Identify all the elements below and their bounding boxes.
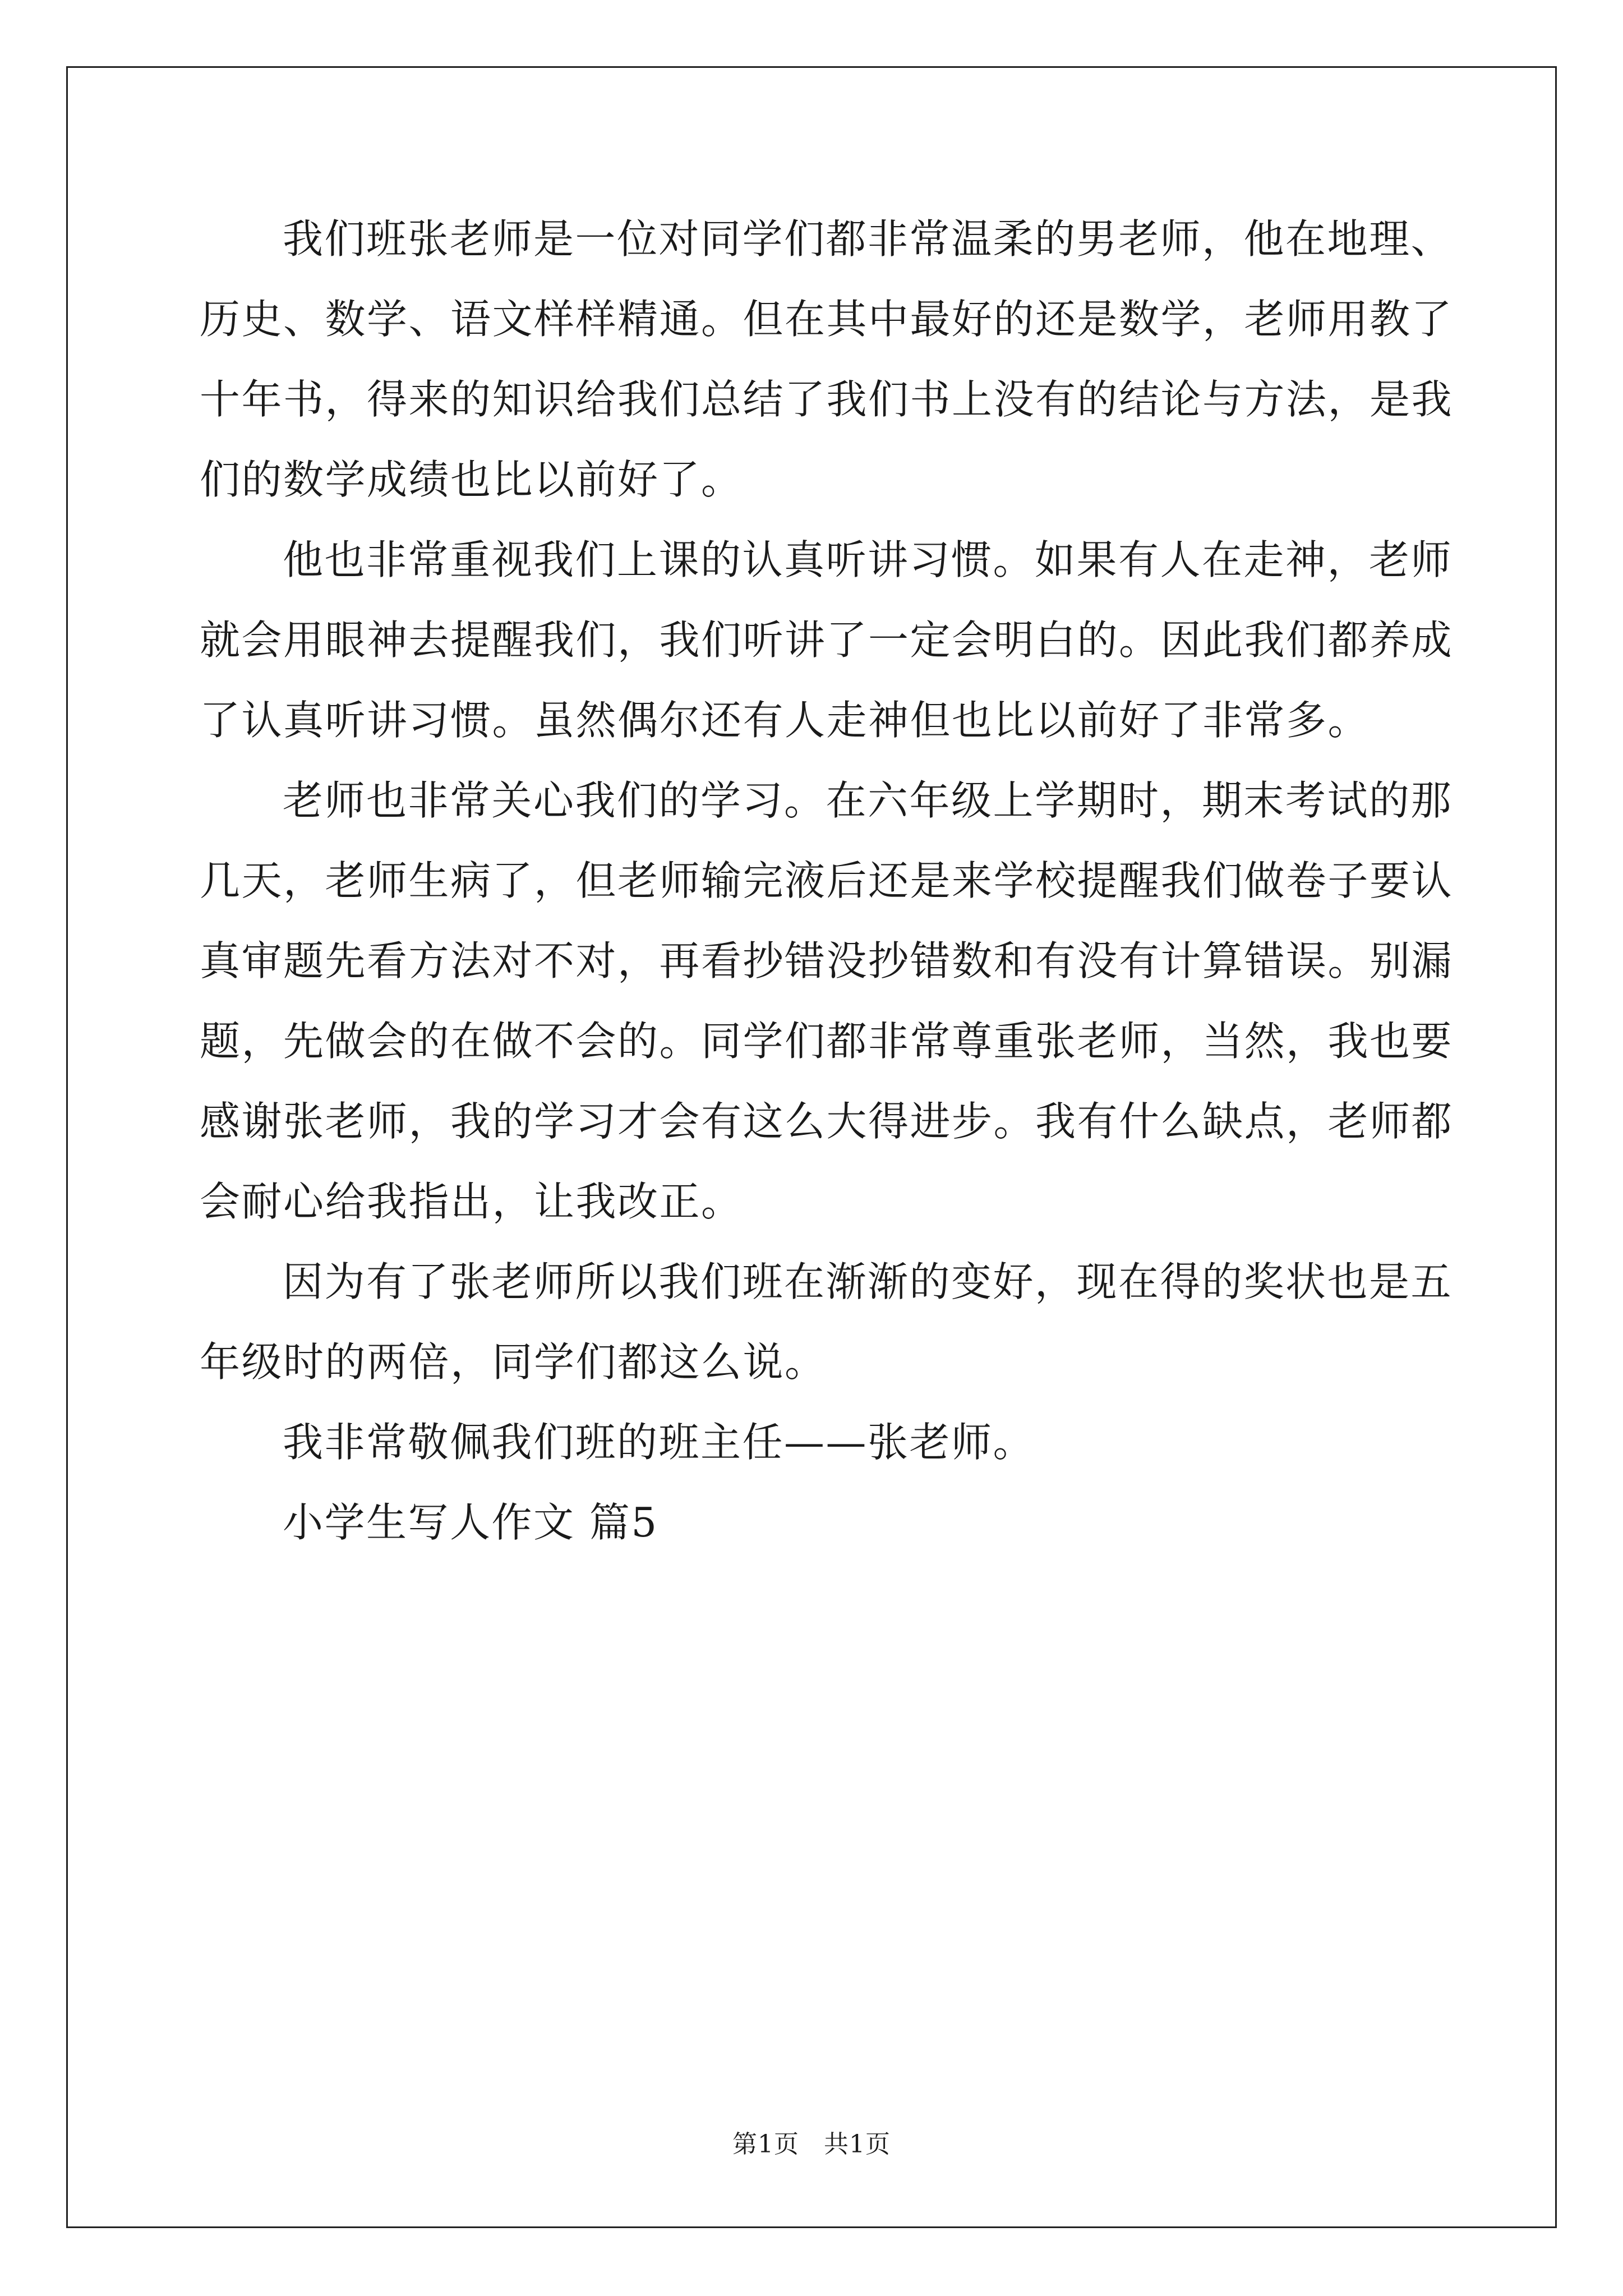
text-line: 们的数学成绩也比以前好了。	[200, 456, 743, 503]
text-line: 真审题先看方法对不对，再看抄错没抄错数和有没有计算错误。别漏	[200, 937, 1454, 984]
text-line: 十年书，得来的知识给我们总结了我们书上没有的结论与方法，是我	[200, 376, 1454, 423]
text-line: 几天，老师生病了，但老师输完液后还是来学校提醒我们做卷子要认	[200, 857, 1454, 904]
text-line: 就会用眼神去提醒我们，我们听讲了一定会明白的。因此我们都养成	[200, 616, 1454, 664]
section-heading: 小学生写人作文 篇5	[283, 1499, 658, 1546]
page-number: 第1页	[732, 2130, 799, 2159]
text-line: 了认真听讲习惯。虽然偶尔还有人走神但也比以前好了非常多。	[200, 697, 1370, 744]
text-line: 因为有了张老师所以我们班在渐渐的变好，现在得的奖状也是五	[283, 1258, 1453, 1305]
text-line: 我们班张老师是一位对同学们都非常温柔的男老师，他在地理、	[283, 215, 1453, 263]
text-line: 老师也非常关心我们的学习。在六年级上学期时，期末考试的那	[283, 777, 1453, 824]
page-footer	[0, 2128, 1623, 2161]
text-line: 历史、数学、语文样样精通。但在其中最好的还是数学，老师用教了	[200, 296, 1454, 343]
text-line: 我非常敬佩我们班的班主任——张老师。	[283, 1419, 1035, 1466]
text-line: 会耐心给我指出，让我改正。	[200, 1178, 743, 1225]
text-line: 题，先做会的在做不会的。同学们都非常尊重张老师，当然，我也要	[200, 1018, 1454, 1065]
text-line: 年级时的两倍，同学们都这么说。	[200, 1338, 827, 1386]
page-total: 共1页	[824, 2130, 891, 2159]
text-line: 感谢张老师，我的学习才会有这么大得进步。我有什么缺点，老师都	[200, 1098, 1454, 1145]
text-line: 他也非常重视我们上课的认真听讲习惯。如果有人在走神，老师	[283, 536, 1453, 583]
